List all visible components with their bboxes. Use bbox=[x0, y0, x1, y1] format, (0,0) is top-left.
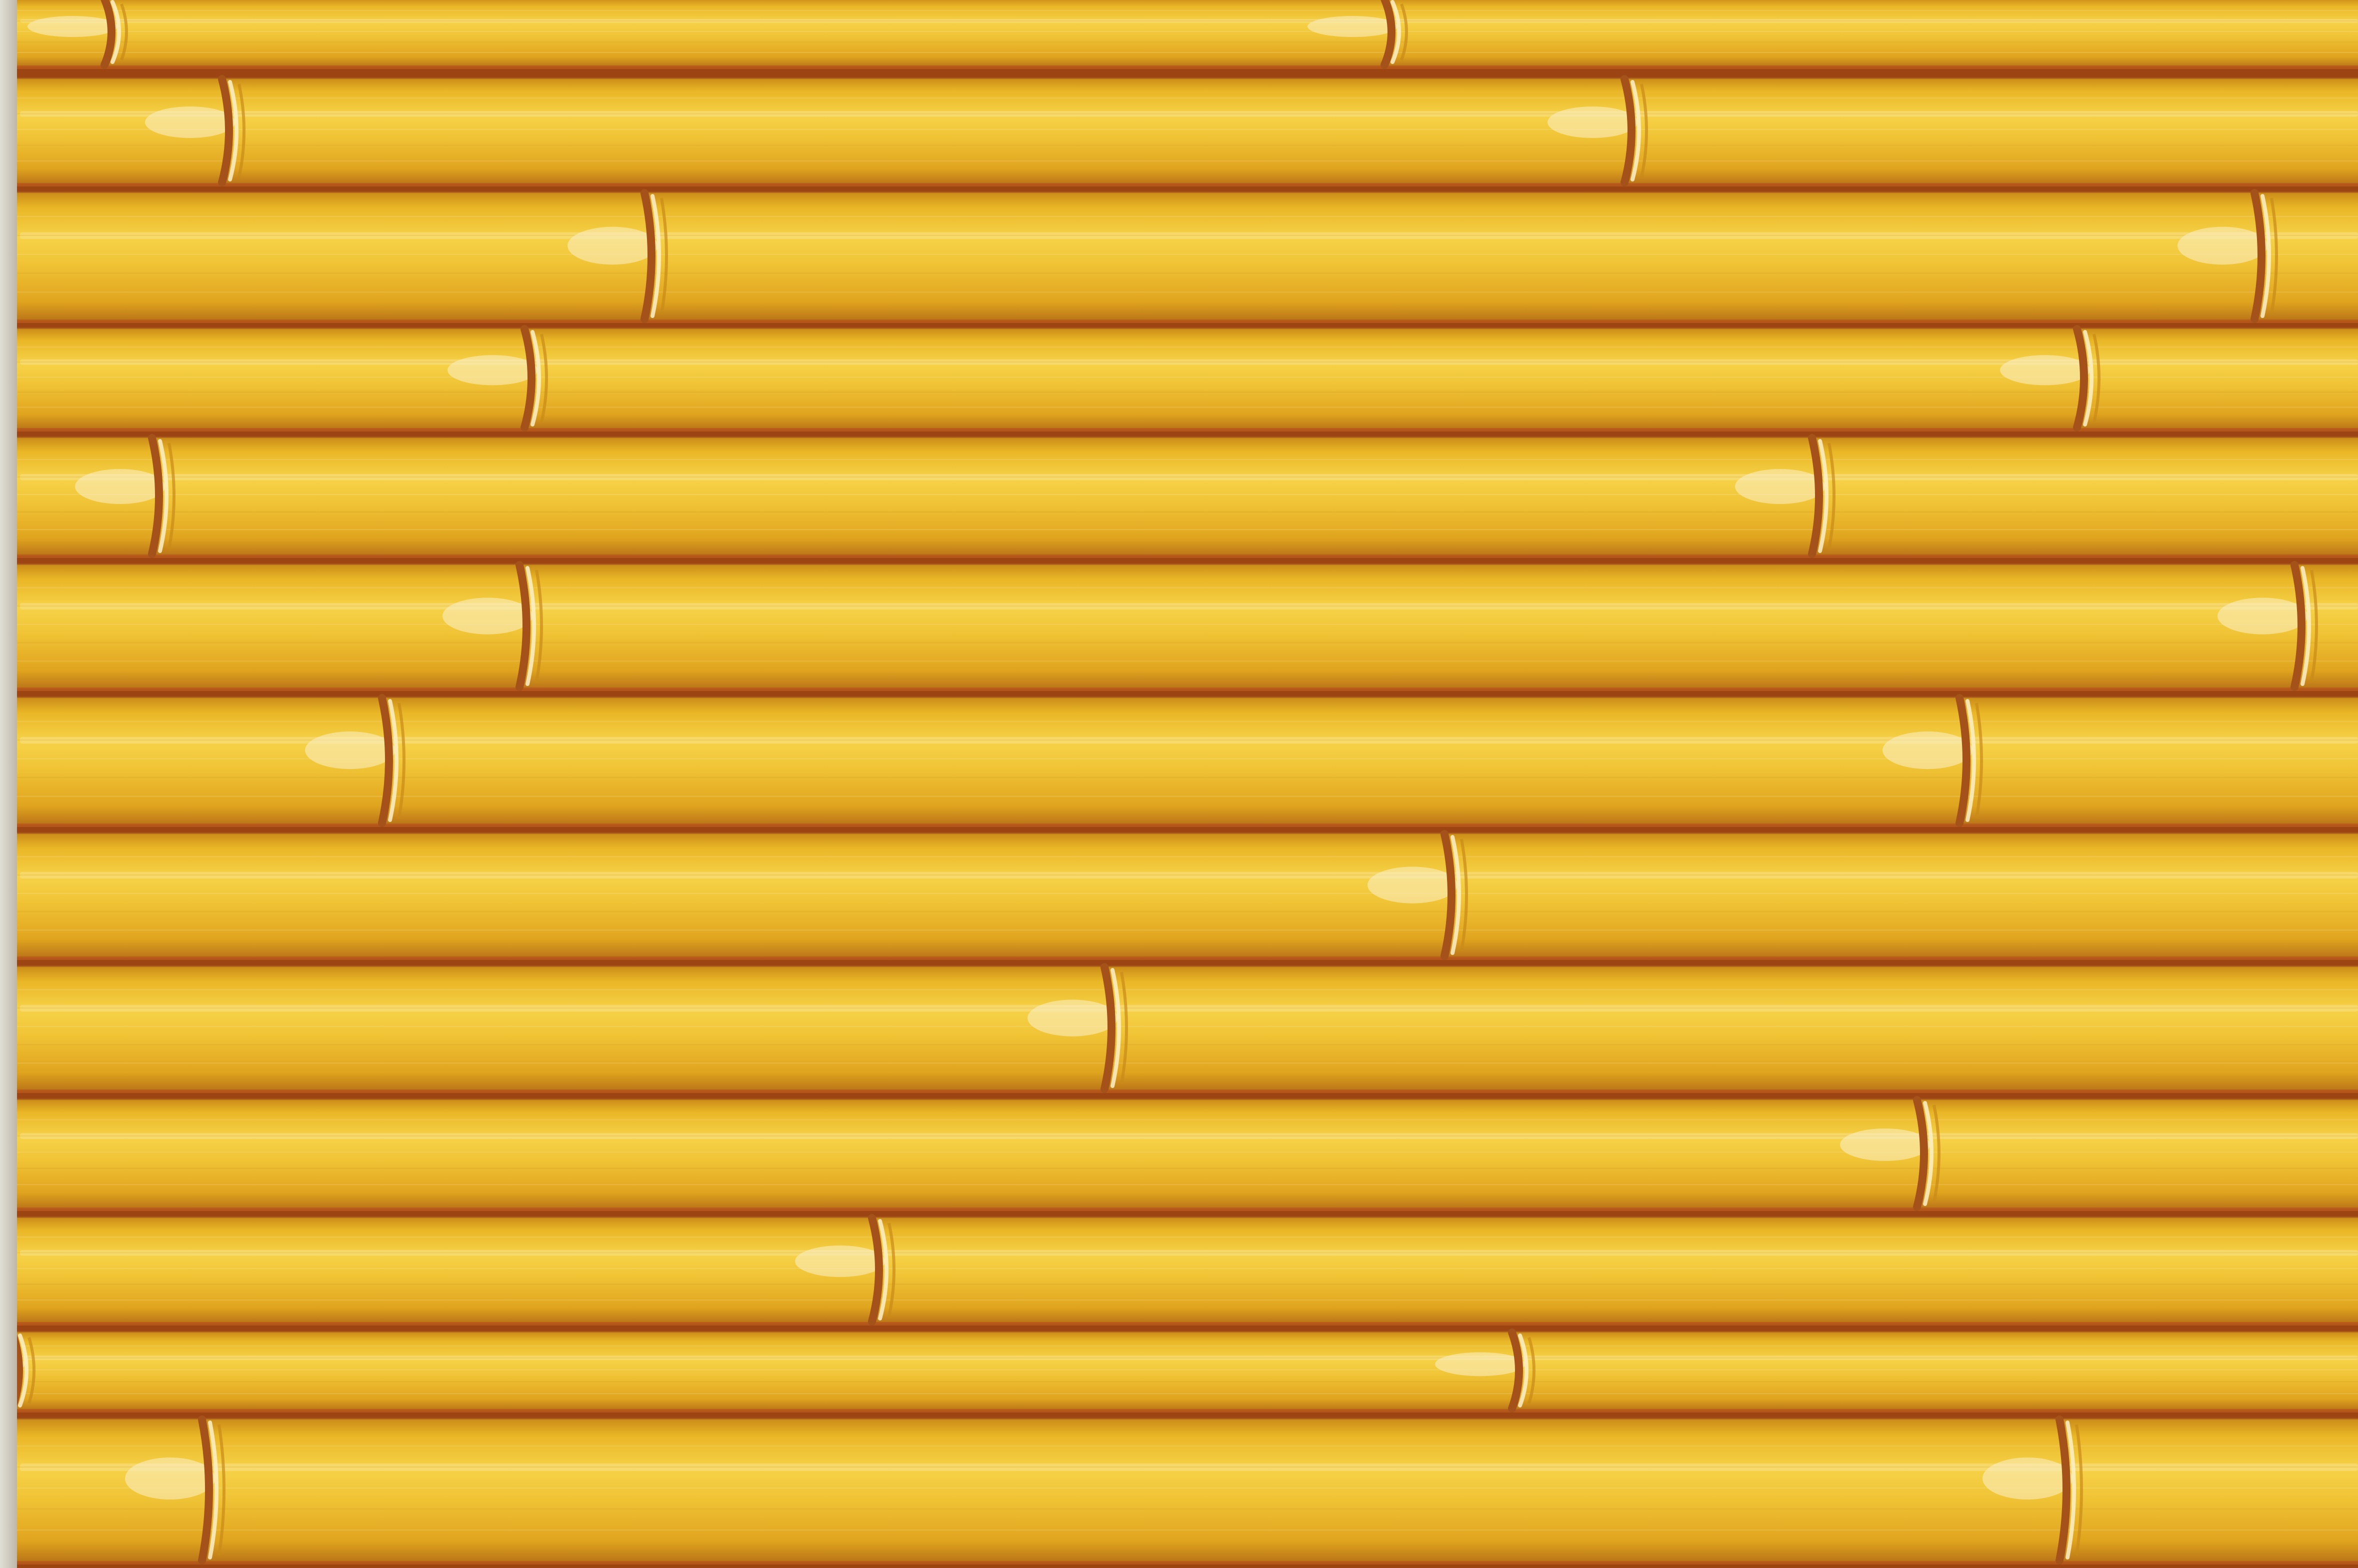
pole-edge bbox=[0, 965, 2358, 967]
brush-stroke bbox=[0, 459, 2358, 460]
bamboo-row bbox=[0, 563, 2358, 691]
brush-stroke bbox=[0, 1236, 2358, 1238]
brush-stroke bbox=[0, 406, 2358, 408]
left-margin bbox=[0, 0, 17, 1568]
pole-seam bbox=[0, 688, 2358, 691]
bamboo-row bbox=[0, 191, 2358, 323]
brush-stroke bbox=[0, 254, 2358, 255]
bamboo-row bbox=[0, 965, 2358, 1093]
brush-stroke bbox=[0, 1119, 2358, 1120]
brush-stroke bbox=[0, 1062, 2358, 1064]
brush-stroke bbox=[0, 1268, 2358, 1269]
node-gleam bbox=[1735, 469, 1825, 504]
bamboo-pole bbox=[0, 564, 2358, 689]
brush-stroke bbox=[0, 642, 2358, 643]
node-gleam bbox=[75, 469, 165, 504]
pole-edge bbox=[0, 563, 2358, 565]
brush-stroke bbox=[0, 129, 2358, 130]
bamboo-row bbox=[0, 832, 2358, 960]
node-gleam bbox=[1840, 1128, 1930, 1161]
brush-stroke bbox=[0, 777, 2358, 778]
bamboo-pole bbox=[0, 833, 2358, 958]
node-gleam bbox=[448, 355, 538, 385]
pole-seam bbox=[0, 1561, 2358, 1564]
bamboo-row bbox=[0, 436, 2358, 558]
brush-stroke bbox=[0, 1381, 2358, 1382]
node-gleam bbox=[1882, 732, 1972, 769]
brush-stroke bbox=[0, 476, 2358, 478]
node-gleam bbox=[1028, 1000, 1118, 1036]
node-gleam bbox=[1982, 1458, 2072, 1500]
brush-stroke bbox=[0, 272, 2358, 274]
node-gleam bbox=[568, 227, 658, 265]
pole-seam bbox=[0, 183, 2358, 186]
pole-edge bbox=[0, 1098, 2358, 1100]
bamboo-row bbox=[0, 1418, 2358, 1564]
node-gleam bbox=[2000, 355, 2090, 385]
bamboo-row bbox=[0, 1330, 2358, 1412]
brush-stroke bbox=[0, 1508, 2358, 1510]
brush-stroke bbox=[0, 376, 2358, 378]
pole-seam bbox=[0, 824, 2358, 827]
brush-stroke bbox=[0, 911, 2358, 912]
node-gleam bbox=[795, 1246, 885, 1277]
brush-stroke bbox=[0, 529, 2358, 530]
node-gleam bbox=[28, 16, 118, 37]
brush-stroke bbox=[0, 346, 2358, 348]
pole-edge bbox=[0, 191, 2358, 193]
pole-seam bbox=[0, 554, 2358, 558]
brush-stroke bbox=[0, 1252, 2358, 1254]
pole-seam bbox=[0, 320, 2358, 323]
pole-seam bbox=[0, 1208, 2358, 1211]
node-gleam bbox=[125, 1458, 215, 1500]
pole-edge bbox=[0, 436, 2358, 438]
brush-stroke bbox=[0, 1026, 2358, 1027]
bamboo-pole bbox=[0, 437, 2358, 556]
bamboo-pole bbox=[0, 78, 2358, 184]
brush-stroke bbox=[0, 1184, 2358, 1185]
bamboo-pole bbox=[0, 1332, 2358, 1410]
brush-stroke bbox=[0, 20, 2358, 22]
pole-seam bbox=[0, 956, 2358, 960]
bamboo-row bbox=[0, 77, 2358, 186]
node-gleam bbox=[442, 598, 532, 634]
brush-stroke bbox=[0, 10, 2358, 11]
bamboo-pole bbox=[0, 328, 2358, 430]
node-gleam bbox=[1308, 16, 1398, 37]
brush-stroke bbox=[0, 216, 2358, 217]
brush-stroke bbox=[0, 893, 2358, 894]
bamboo-pole bbox=[0, 1099, 2358, 1209]
brush-stroke bbox=[0, 796, 2358, 797]
pole-edge bbox=[0, 327, 2358, 329]
brush-stroke bbox=[0, 1284, 2358, 1285]
pole-edge bbox=[0, 1418, 2358, 1420]
bamboo-row bbox=[0, 0, 2358, 69]
node-gleam bbox=[1435, 1352, 1525, 1376]
brush-stroke bbox=[0, 587, 2358, 588]
brush-stroke bbox=[0, 989, 2358, 990]
pole-edge bbox=[0, 1216, 2358, 1218]
brush-stroke bbox=[0, 1044, 2358, 1045]
bamboo-row bbox=[0, 327, 2358, 432]
pole-seam bbox=[0, 1090, 2358, 1093]
bamboo-pole bbox=[0, 192, 2358, 321]
pole-seam bbox=[0, 428, 2358, 432]
bamboo-pole bbox=[0, 966, 2358, 1091]
node-gleam bbox=[145, 106, 235, 138]
bamboo-pole bbox=[0, 1217, 2358, 1324]
brush-stroke bbox=[0, 1393, 2358, 1394]
brush-stroke bbox=[0, 660, 2358, 662]
node-gleam bbox=[1548, 106, 1638, 138]
node-gleam bbox=[305, 732, 395, 769]
bamboo-row bbox=[0, 1098, 2358, 1211]
pole-edge bbox=[0, 1330, 2358, 1332]
pole-seam bbox=[0, 66, 2358, 69]
brush-stroke bbox=[0, 1168, 2358, 1169]
node-gleam bbox=[2218, 598, 2308, 634]
bamboo-row bbox=[0, 1216, 2358, 1326]
brush-stroke bbox=[0, 721, 2358, 722]
bamboo-row bbox=[0, 696, 2358, 827]
brush-stroke bbox=[0, 624, 2358, 625]
brush-stroke bbox=[0, 145, 2358, 146]
brush-stroke bbox=[0, 874, 2358, 876]
pole-edge bbox=[0, 832, 2358, 834]
node-gleam bbox=[2178, 227, 2268, 265]
pole-edge bbox=[0, 696, 2358, 698]
pole-edge bbox=[0, 77, 2358, 79]
pole-seam bbox=[0, 1322, 2358, 1326]
brush-stroke bbox=[0, 494, 2358, 495]
brush-stroke bbox=[0, 235, 2358, 236]
brush-stroke bbox=[0, 31, 2358, 32]
brush-stroke bbox=[0, 160, 2358, 162]
brush-stroke bbox=[0, 52, 2358, 53]
pole-seam bbox=[0, 1409, 2358, 1412]
node-gleam bbox=[1368, 866, 1458, 903]
brush-stroke bbox=[0, 856, 2358, 857]
